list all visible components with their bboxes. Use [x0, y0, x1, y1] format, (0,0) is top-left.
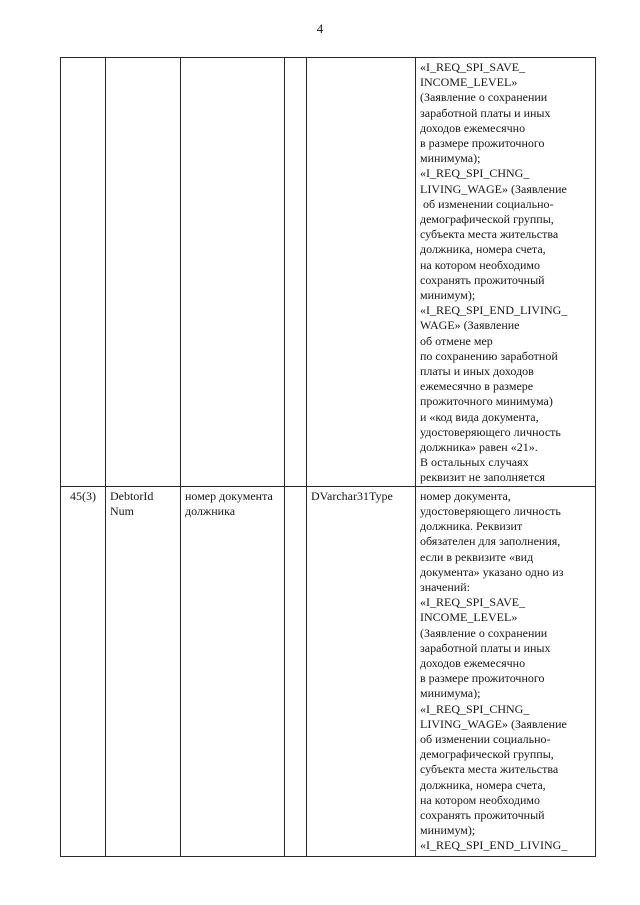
text-line: В остальных случаях	[420, 455, 529, 470]
text-line: Num	[110, 503, 134, 518]
description-text	[416, 58, 595, 486]
text-line: «I_REQ_SPI_SAVE_	[420, 595, 526, 610]
text-line: «I_REQ_SPI_CHNG_	[420, 701, 530, 716]
text-line: (Заявление о сохранении	[420, 90, 548, 105]
text-line: DebtorId	[110, 488, 154, 503]
requisites-table	[60, 57, 596, 857]
text-line: обязателен для заполнения,	[420, 534, 561, 549]
text-line: субъекта места жительства	[420, 762, 559, 777]
cell-number	[61, 58, 106, 487]
text-line: должника. Реквизит	[420, 519, 523, 534]
cell-extra	[285, 486, 307, 856]
cell-description	[416, 486, 596, 856]
text-line: «I_REQ_SPI_CHNG_	[420, 166, 530, 181]
cell-description	[416, 58, 596, 487]
text-line: заработной платы и иных	[420, 640, 551, 655]
text-line: «I_REQ_SPI_SAVE_	[420, 60, 526, 74]
text-line: демографической группы,	[420, 747, 554, 762]
text-line: должника	[185, 503, 236, 518]
text-line: в размере прожиточного	[420, 671, 545, 686]
cell-type	[307, 58, 416, 487]
text-line: субъекта места жительства	[420, 227, 559, 242]
text-line: по сохранению заработной	[420, 348, 558, 363]
text-line: номер документа	[185, 488, 273, 503]
text-line: WAGE» (Заявление	[420, 318, 520, 333]
text-line: на котором необходимо	[420, 792, 540, 807]
text-line: «I_REQ_SPI_END_LIVING_	[420, 303, 568, 318]
text-line: прожиточного минимума)	[420, 394, 553, 409]
cell-code	[106, 486, 181, 856]
text-line: минимум);	[420, 823, 476, 838]
text-line: на котором необходимо	[420, 257, 540, 272]
cell-code	[106, 58, 181, 487]
text-line: ежемесячно в размере	[420, 379, 534, 394]
text-line: «I_REQ_SPI_END_LIVING_	[420, 838, 568, 853]
page-number: 4	[316, 21, 324, 36]
text-line: удостоверяющего личность	[420, 424, 561, 439]
text-line: минимума);	[420, 151, 481, 166]
text-line: в размере прожиточного	[420, 136, 545, 151]
text-line: INCOME_LEVEL»	[420, 610, 518, 625]
cell-number: 45(3)	[61, 486, 106, 856]
text-line: реквизит не заполняется	[420, 470, 546, 485]
text-line: номер документа,	[420, 488, 511, 503]
text-line: сохранять прожиточный	[420, 807, 545, 822]
text-line: и «код вида документа,	[420, 409, 539, 424]
text-line: демографической группы,	[420, 212, 554, 227]
table-row	[61, 58, 596, 487]
text-line: LIVING_WAGE» (Заявление	[420, 181, 567, 196]
text-line: INCOME_LEVEL»	[420, 75, 518, 90]
text-line: должника, номера счета,	[420, 242, 546, 257]
text-line: об изменении социально-	[420, 731, 551, 746]
text-line: должника, номера счета,	[420, 777, 546, 792]
text-line: значений:	[420, 579, 470, 594]
description-text	[416, 487, 595, 854]
text-line: минимум);	[420, 288, 476, 303]
text-line: документа» указано одно из	[420, 564, 564, 579]
cell-name	[181, 486, 285, 856]
text-line: сохранять прожиточный	[420, 272, 545, 287]
text-line: доходов ежемесячно	[420, 120, 526, 135]
cell-extra	[285, 58, 307, 487]
cell-type: DVarchar31Type	[307, 486, 416, 856]
text-line: удостоверяющего личность	[420, 503, 561, 518]
table-row	[61, 486, 596, 856]
text-line: об изменении социально-	[420, 196, 554, 211]
text-line: (Заявление о сохранении	[420, 625, 548, 640]
text-line: об отмене мер	[420, 333, 493, 348]
text-line: LIVING_WAGE» (Заявление	[420, 716, 567, 731]
text-line: если в реквизите «вид	[420, 549, 534, 564]
cell-name	[181, 58, 285, 487]
text-line: платы и иных доходов	[420, 364, 534, 379]
text-line: должника» равен «21».	[420, 440, 538, 455]
text-line: доходов ежемесячно	[420, 655, 526, 670]
text-line: заработной платы и иных	[420, 105, 551, 120]
text-line: минимума);	[420, 686, 481, 701]
